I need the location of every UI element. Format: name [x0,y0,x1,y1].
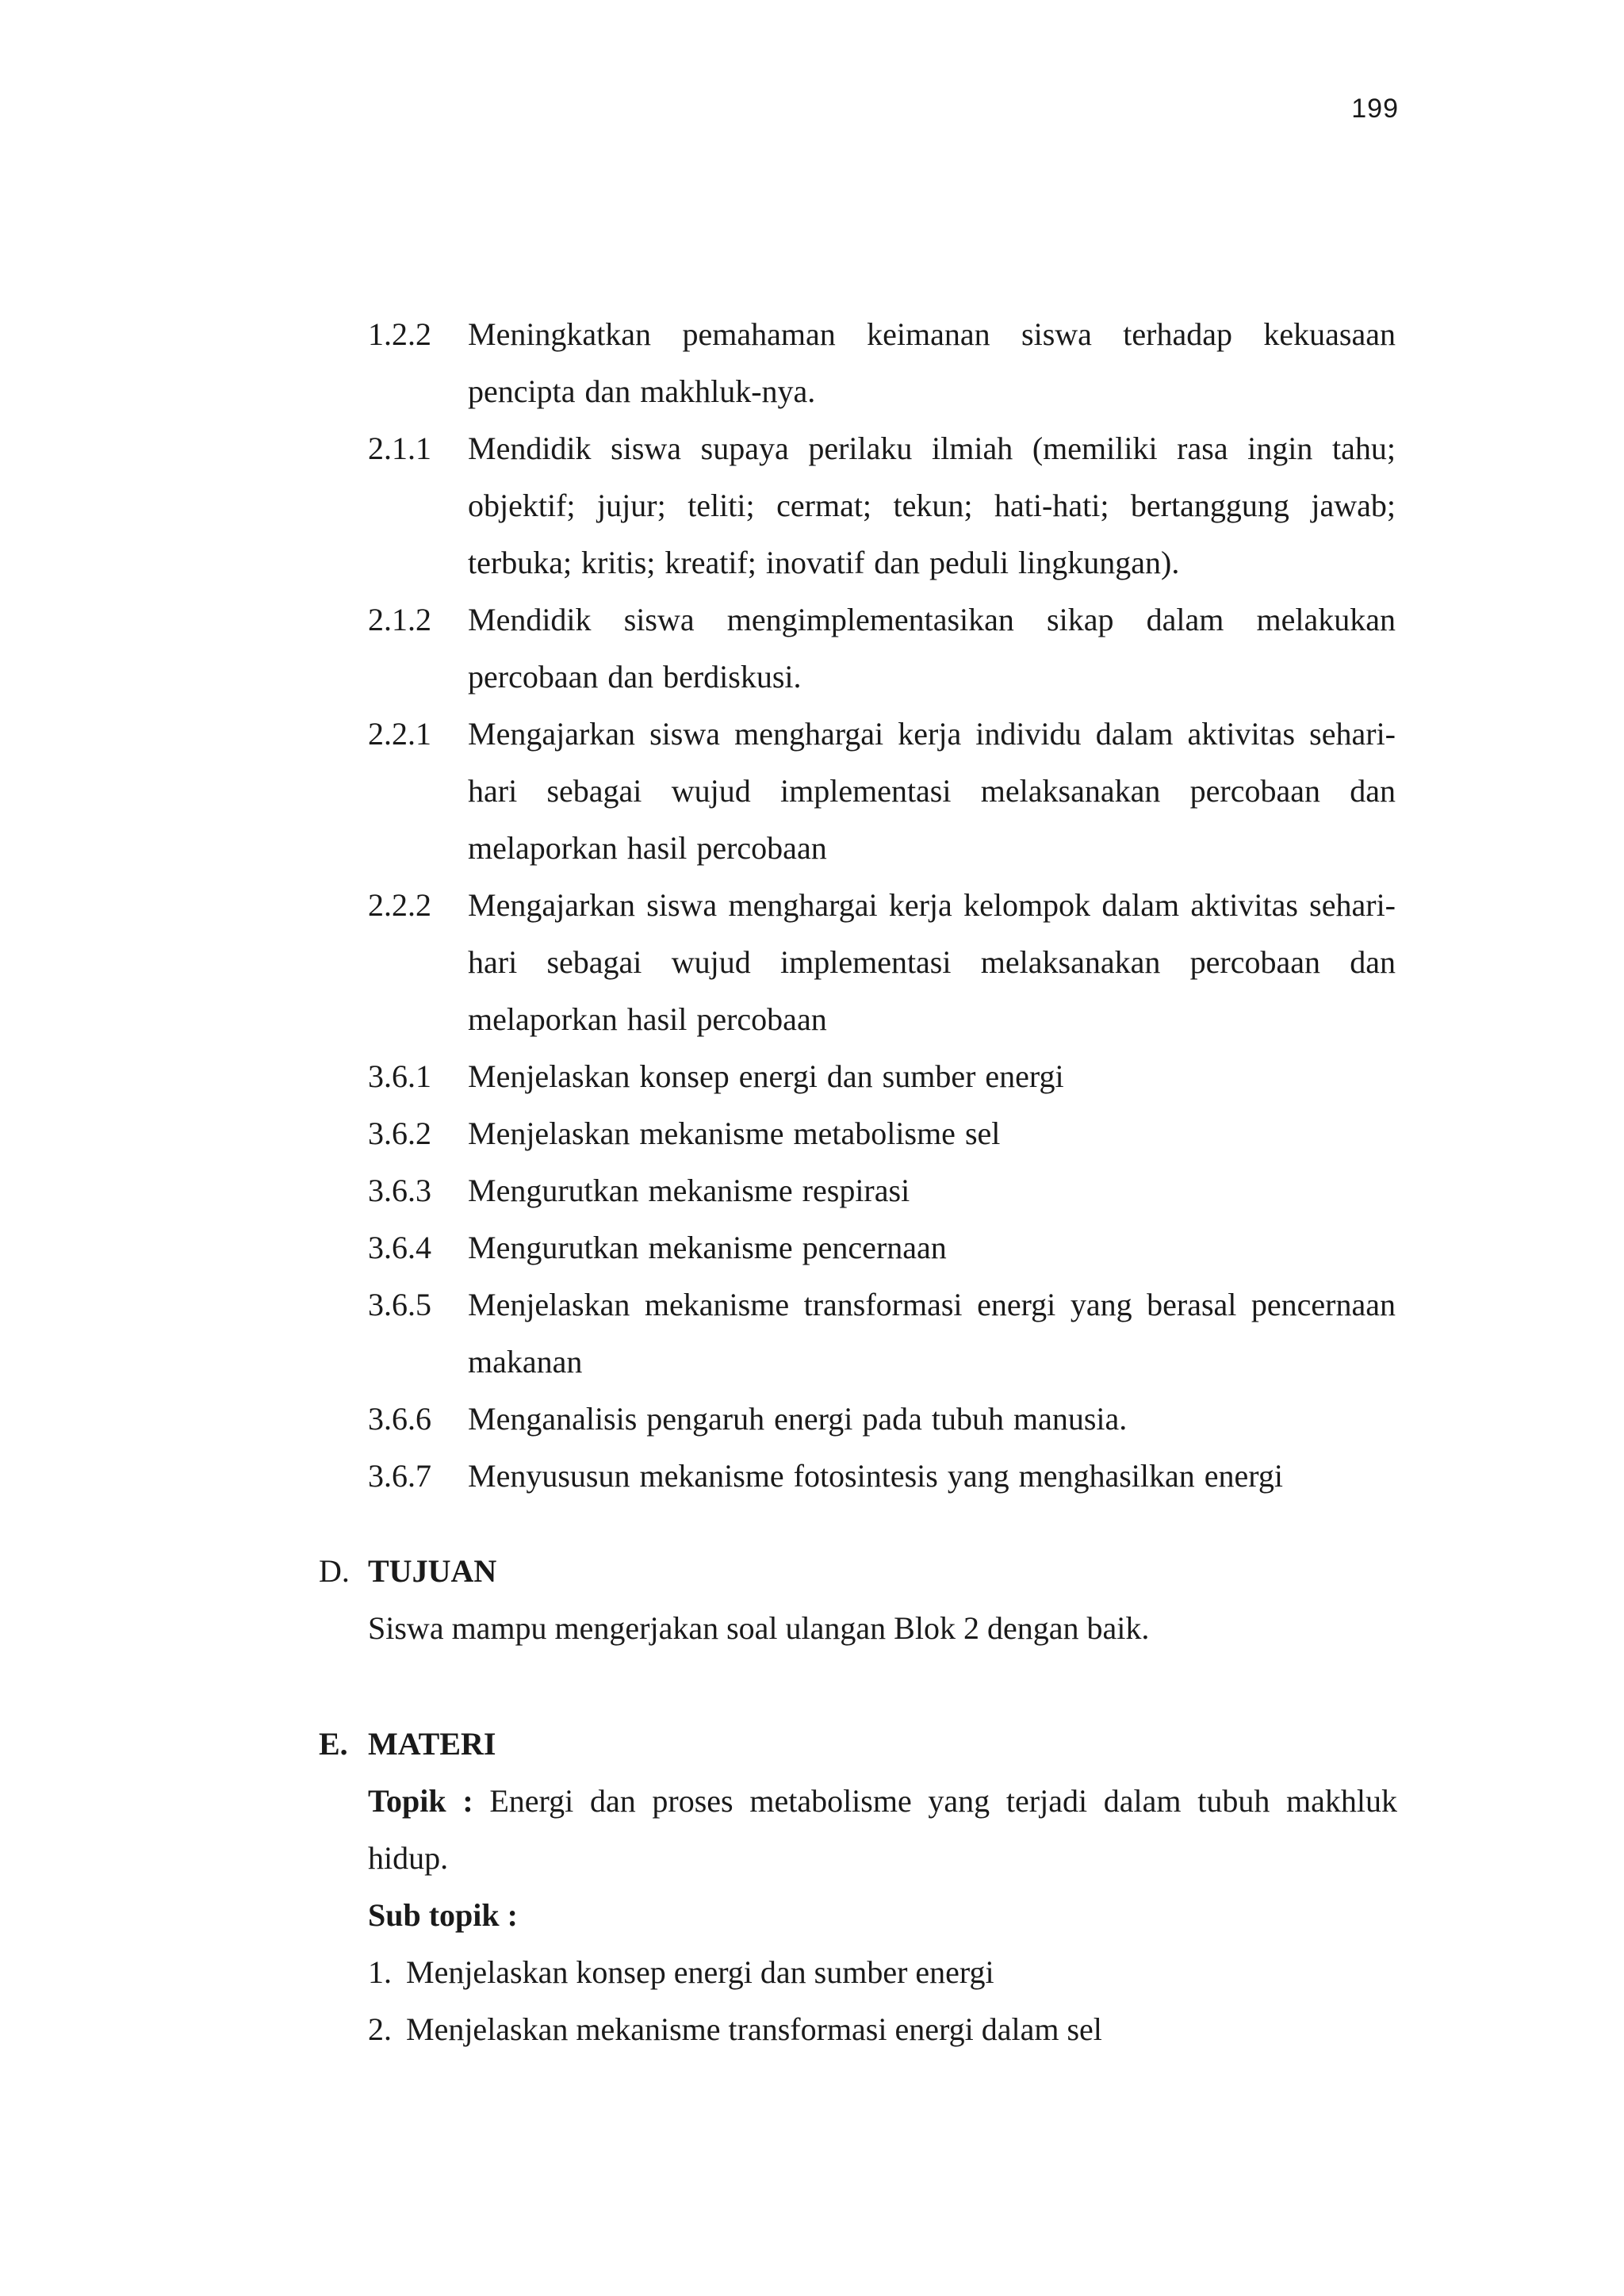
indicator-item [368,877,1396,1048]
indicator-item [368,1162,1396,1219]
indicator-item [368,1276,1396,1391]
tujuan-heading [319,1543,1397,1600]
section-letter: D. [319,1553,350,1589]
section-title: MATERI [368,1726,496,1762]
indicator-number: 3.6.1 [368,1058,431,1094]
indicator-number: 3.6.6 [368,1401,431,1437]
indicator-text: Menjelaskan mekanisme metabolisme sel [468,1115,1001,1151]
indicator-item [368,1048,1396,1105]
indicator-number: 3.6.5 [368,1287,431,1322]
subtopic-text: Menjelaskan konsep energi dan sumber energi [406,1954,994,1990]
indicator-text: Mendidik siswa mengimplementasikan sikap dalam melakukan percobaan dan berdiskusi. [468,602,1396,695]
indicator-item [368,1219,1396,1276]
subtopic-block [368,1887,1397,2058]
tujuan-text: Siswa mampu mengerjakan soal ulangan Blok 2 dengan baik. [368,1610,1150,1646]
section-title: TUJUAN [368,1553,497,1589]
indicator-number: 2.1.1 [368,430,431,466]
topic-paragraph [368,1773,1397,1887]
indicator-text: Mengajarkan siswa menghargai kerja kelompok dalam aktivitas sehari-hari sebagai wujud implementasi melaksanakan percobaan dan melaporkan hasil percobaan [468,887,1396,1037]
indicator-number: 3.6.4 [368,1230,431,1265]
materi-heading [319,1716,1397,1773]
subtopic-label: Sub topik : [368,1897,518,1933]
indicator-number: 3.6.7 [368,1458,431,1494]
indicator-text: Mengajarkan siswa menghargai kerja individu dalam aktivitas sehari-hari sebagai wujud implementasi melaksanakan percobaan dan melaporkan hasil percobaan [468,716,1396,866]
indicator-item [368,420,1396,591]
indicator-text: Menjelaskan konsep energi dan sumber energi [468,1058,1064,1094]
indicator-number: 2.1.2 [368,602,431,637]
indicator-item [368,706,1396,877]
indicator-number: 2.2.2 [368,887,431,923]
topic-text: Energi dan proses metabolisme yang terjadi dalam tubuh makhluk hidup. [368,1783,1398,1876]
tujuan-section [319,1543,1397,1657]
indicator-number: 3.6.2 [368,1115,431,1151]
indicator-item [368,1105,1396,1162]
indicator-text: Mendidik siswa supaya perilaku ilmiah (memiliki rasa ingin tahu; objektif; jujur; teliti; cermat; tekun; hati-hati; bertanggung jawab; terbuka; kritis; kreatif; inovatif dan peduli lingkungan). [468,430,1396,580]
subtopic-item [368,1944,1397,2001]
indicator-text: Menganalisis pengaruh energi pada tubuh manusia. [468,1401,1128,1437]
subtopic-number: 2. [368,2011,392,2047]
topic-label: Topik : [368,1783,473,1819]
indicator-item [368,591,1396,706]
indicator-list [368,306,1396,1505]
indicator-item [368,1448,1396,1505]
indicator-text: Menjelaskan mekanisme transformasi energi yang berasal pencernaan makanan [468,1287,1396,1380]
materi-section [319,1716,1397,2058]
indicator-text: Meningkatkan pemahaman keimanan siswa terhadap kekuasaan pencipta dan makhluk-nya. [468,316,1396,409]
indicator-text: Mengurutkan mekanisme pencernaan [468,1230,947,1265]
indicator-number: 2.2.1 [368,716,431,752]
indicator-item [368,306,1396,420]
section-letter: E. [319,1726,348,1762]
subtopic-number: 1. [368,1954,392,1990]
subtopic-text: Menjelaskan mekanisme transformasi energi dalam sel [406,2011,1102,2047]
indicator-text: Menyususun mekanisme fotosintesis yang menghasilkan energi [468,1458,1283,1494]
page-number: 199 [1351,94,1399,124]
indicator-number: 1.2.2 [368,316,431,352]
indicator-number: 3.6.3 [368,1173,431,1208]
indicator-text: Mengurutkan mekanisme respirasi [468,1173,910,1208]
indicator-item [368,1391,1396,1448]
subtopic-item [368,2001,1397,2058]
subtopic-list [368,1944,1397,2058]
